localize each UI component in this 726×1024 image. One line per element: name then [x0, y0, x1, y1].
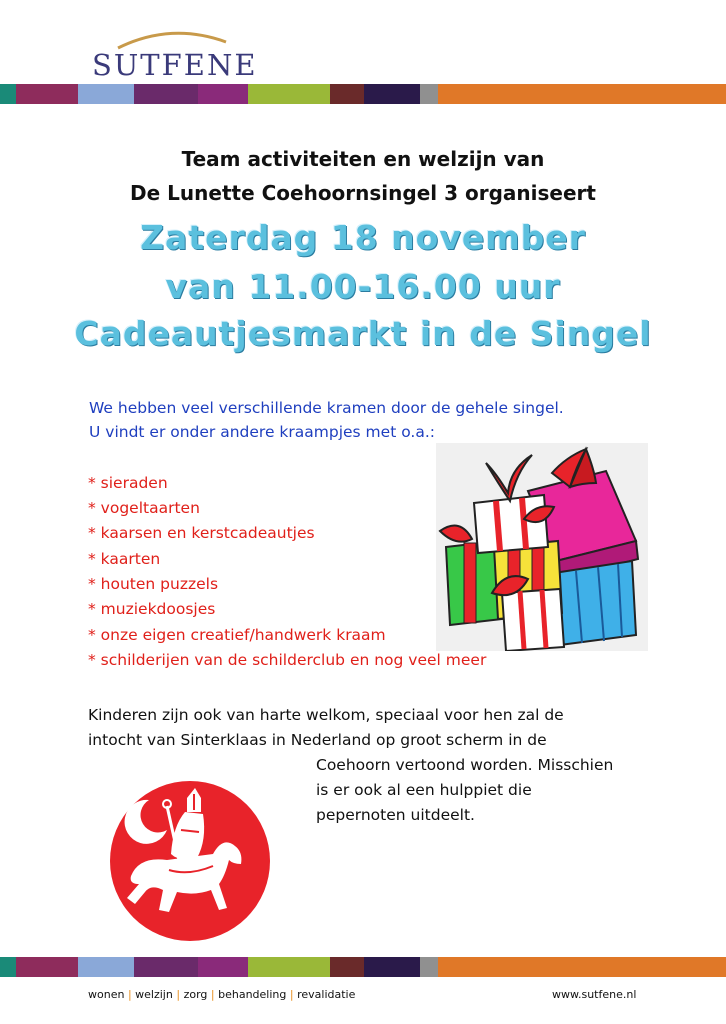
- children-text-line-5: pepernoten uitdeelt.: [316, 806, 475, 824]
- list-item: * muziekdoosjes: [88, 600, 216, 618]
- gift-boxes-illustration: [436, 443, 648, 651]
- color-segment: [16, 84, 78, 104]
- list-item: * kaarsen en kerstcadeautjes: [88, 524, 315, 542]
- event-title: Cadeautjesmarkt in de Singel: [74, 314, 652, 353]
- color-segment: [364, 957, 420, 977]
- children-text-line-1: Kinderen zijn ook van harte welkom, speciaal voor hen zal de: [88, 706, 564, 724]
- color-segment: [198, 84, 248, 104]
- color-segment: [0, 84, 16, 104]
- children-text-line-4: is er ook al een hulppiet die: [316, 781, 532, 799]
- logo-text: SUTFENE: [92, 48, 258, 82]
- list-item: * vogeltaarten: [88, 499, 200, 517]
- color-segment: [438, 957, 726, 977]
- color-segment: [330, 84, 364, 104]
- heading-line-1: Team activiteiten en welzijn van: [181, 147, 545, 171]
- color-segment: [248, 957, 330, 977]
- color-segment: [248, 84, 330, 104]
- intro-line-1: We hebben veel verschillende kramen door de gehele singel.: [89, 399, 564, 417]
- sinterklaas-on-horse-icon: [109, 780, 271, 942]
- color-segment: [78, 84, 134, 104]
- footer-separator: |: [127, 988, 132, 1001]
- color-segment: [438, 84, 726, 104]
- children-text-line-3: Coehoorn vertoond worden. Misschien: [316, 756, 614, 774]
- color-segment: [330, 957, 364, 977]
- color-segment: [78, 957, 134, 977]
- footer-separator: |: [210, 988, 215, 1001]
- event-date: Zaterdag 18 november: [140, 218, 586, 257]
- footer-website[interactable]: www.sutfene.nl: [552, 988, 637, 1001]
- list-item: * kaarten: [88, 550, 161, 568]
- footer-separator: |: [176, 988, 181, 1001]
- footer-tags: [88, 988, 355, 1001]
- heading-line-2: De Lunette Coehoornsingel 3 organiseert: [130, 181, 596, 205]
- footer-tag: zorg: [183, 988, 208, 1001]
- list-item: * sieraden: [88, 474, 168, 492]
- footer-tag: revalidatie: [297, 988, 356, 1001]
- color-segment: [134, 957, 198, 977]
- color-segment: [134, 84, 198, 104]
- color-segment: [420, 84, 438, 104]
- list-item: * houten puzzels: [88, 575, 219, 593]
- color-segment: [16, 957, 78, 977]
- color-segment: [364, 84, 420, 104]
- event-time: van 11.00-16.00 uur: [165, 267, 561, 306]
- children-text-line-2: intocht van Sinterklaas in Nederland op groot scherm in de: [88, 731, 547, 749]
- footer-tag: wonen: [88, 988, 125, 1001]
- list-item: * onze eigen creatief/handwerk kraam: [88, 626, 386, 644]
- footer-tag: behandeling: [218, 988, 287, 1001]
- color-segment: [420, 957, 438, 977]
- intro-line-2: U vindt er onder andere kraampjes met o.a.:: [89, 423, 435, 441]
- color-segment: [0, 957, 16, 977]
- list-item: * schilderijen van de schilderclub en nog veel meer: [88, 651, 487, 669]
- footer-tag: welzijn: [135, 988, 173, 1001]
- bottom-color-bar: [0, 957, 726, 977]
- top-color-bar: [0, 84, 726, 104]
- color-segment: [198, 957, 248, 977]
- footer-separator: |: [289, 988, 294, 1001]
- sutfene-logo: [92, 26, 258, 82]
